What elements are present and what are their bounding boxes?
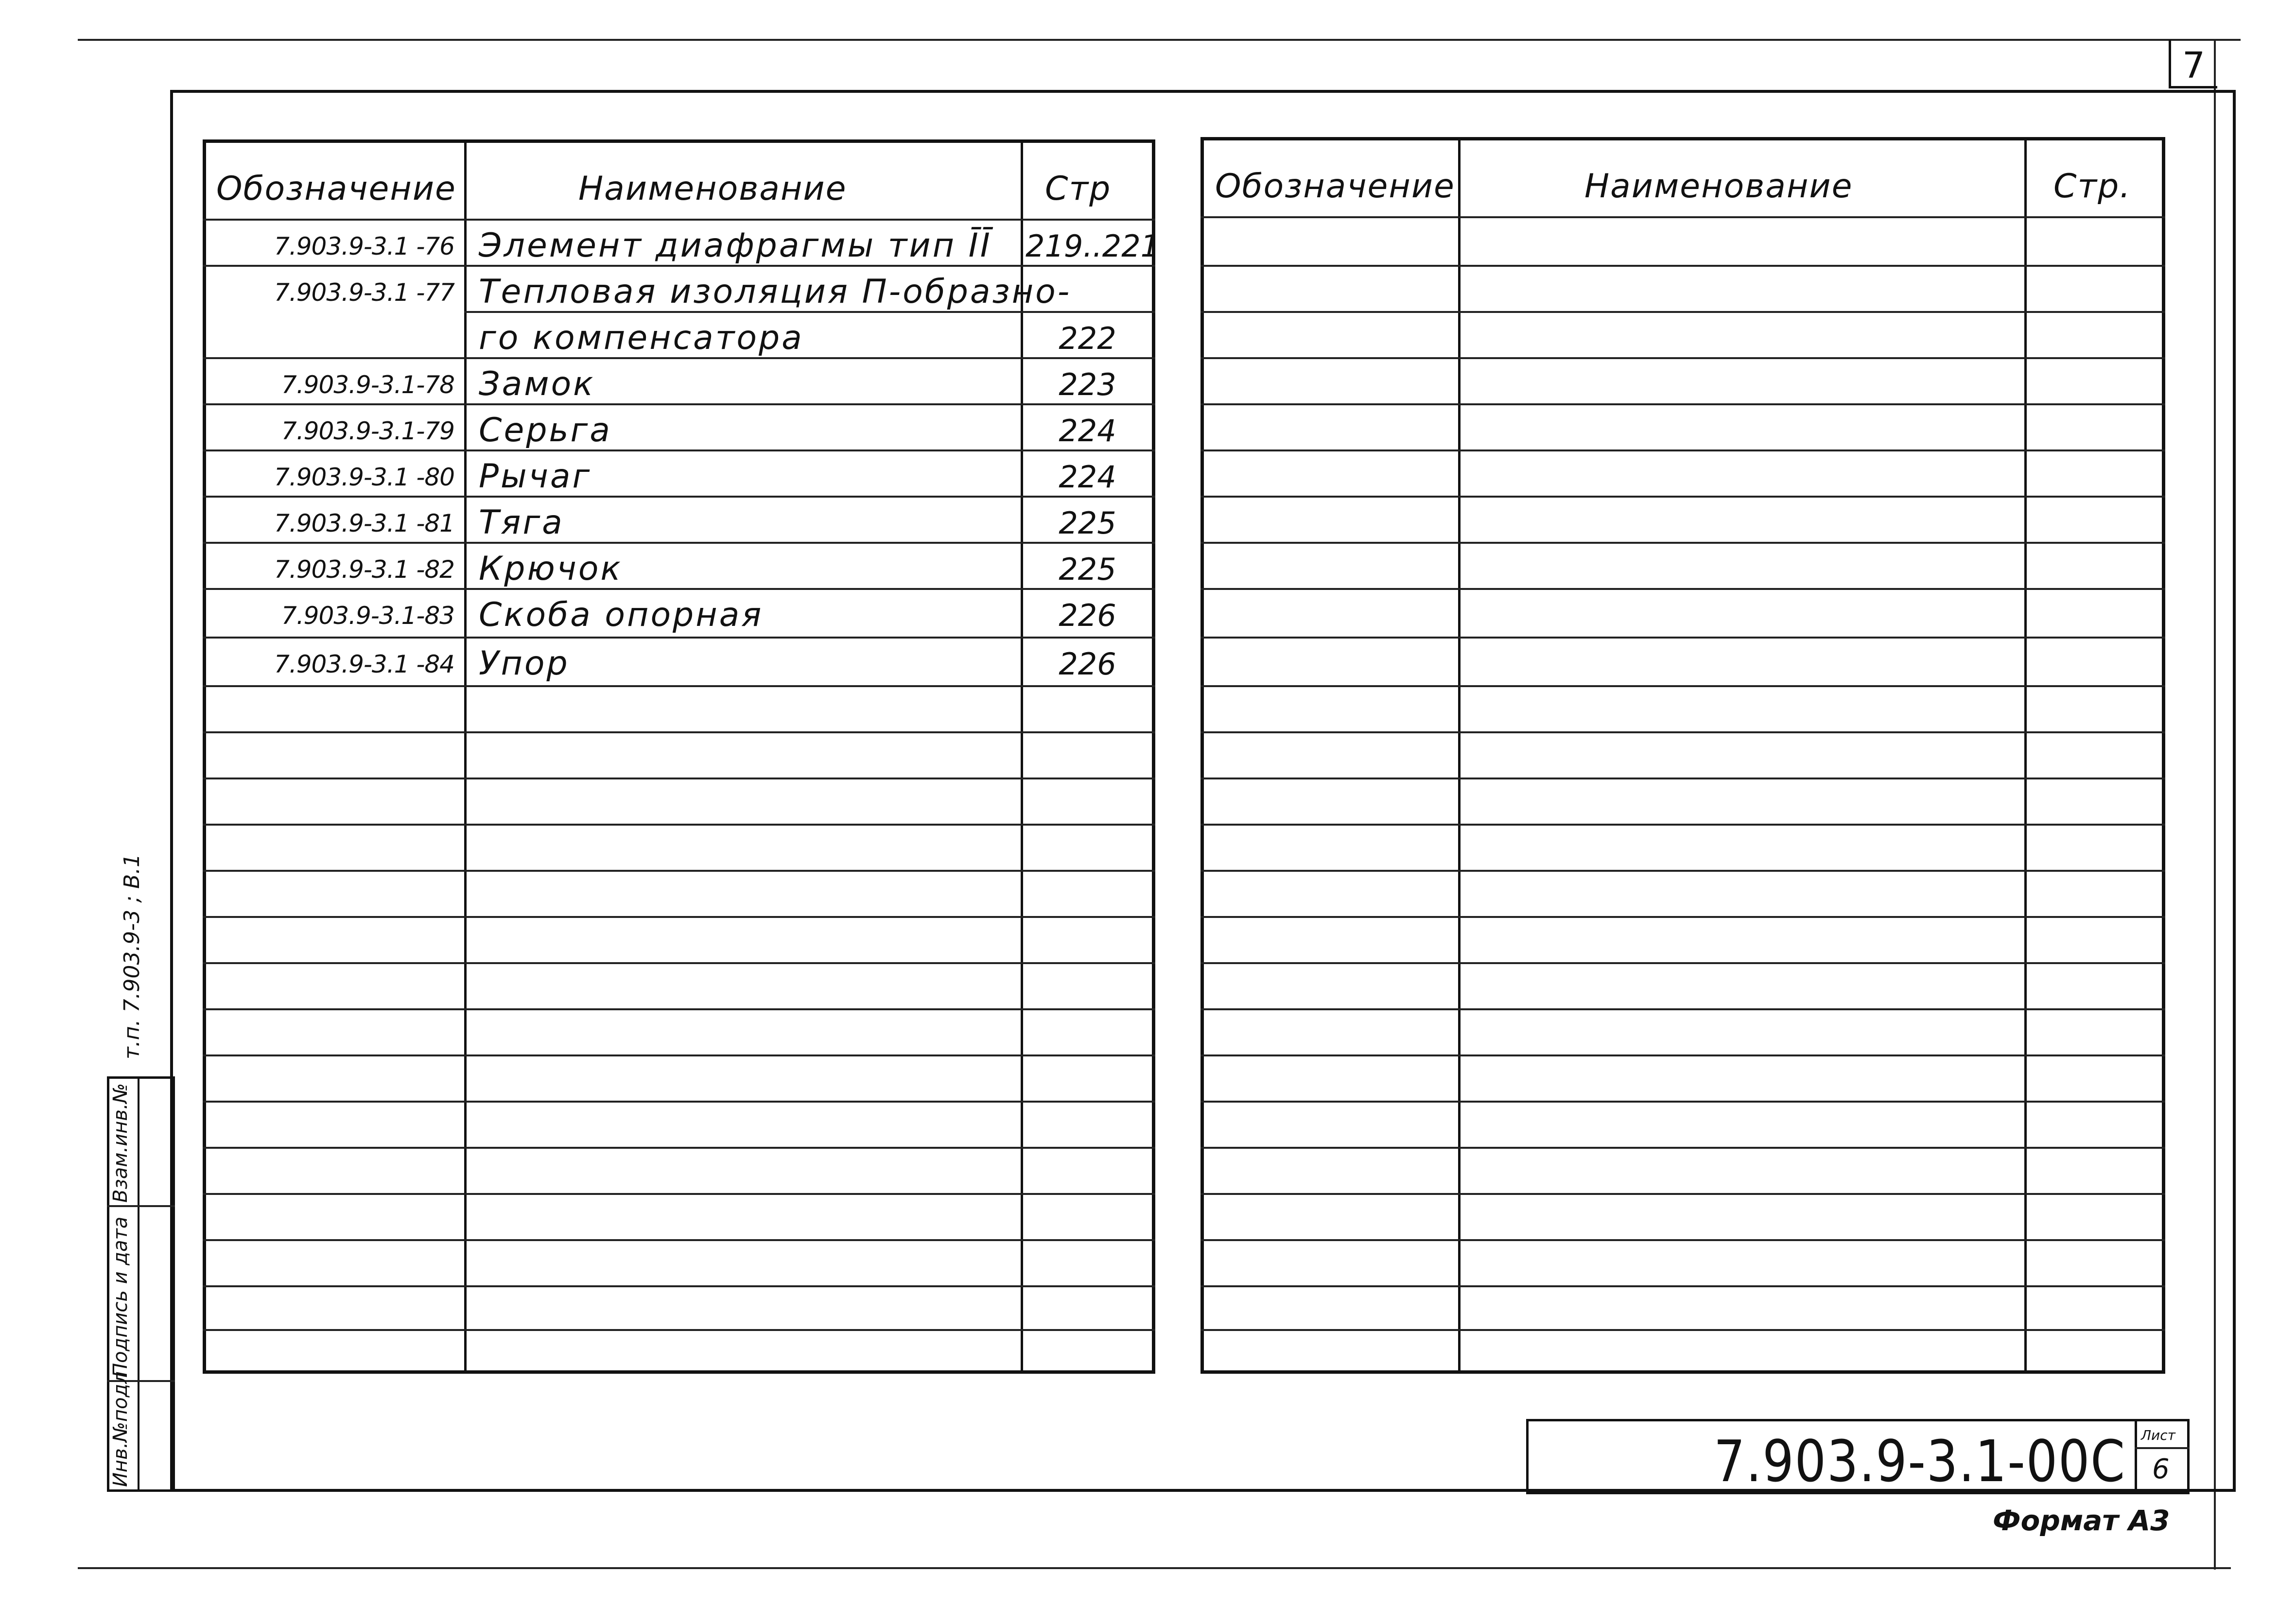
row-page: 224	[1059, 459, 1116, 495]
right-header-designation: Обозначение	[1215, 167, 1455, 206]
left-header-designation: Обозначение	[216, 170, 456, 208]
left-table-divider-1	[464, 139, 467, 1374]
right-row-line	[1200, 778, 2165, 779]
right-row-line	[1200, 403, 2165, 405]
right-header-page: Стр.	[2053, 167, 2131, 206]
right-table-divider-1	[1458, 137, 1461, 1374]
row-page: 219..221	[1026, 228, 1160, 264]
left-row-line	[203, 542, 1155, 544]
right-row-line	[1200, 824, 2165, 826]
sheet-label: Лист	[2141, 1427, 2175, 1443]
left-row-line	[203, 403, 1155, 405]
right-row-line	[1200, 311, 2165, 313]
left-row-line	[203, 778, 1155, 779]
row-page: 225	[1059, 552, 1116, 587]
sidebar-vertical-ref: т.п. 7.903.9-3 ; В.1	[120, 853, 144, 1059]
left-header-name: Наименование	[578, 170, 847, 208]
right-row-line	[1200, 1239, 2165, 1241]
left-row-line	[203, 685, 1155, 687]
left-row-line	[203, 1147, 1155, 1149]
left-row-line	[203, 1329, 1155, 1331]
right-row-line	[1200, 1285, 2165, 1287]
left-row-line	[203, 637, 1155, 639]
page-number: 7	[2182, 45, 2206, 86]
row-page: 224	[1059, 413, 1116, 449]
row-code: 7.903.9-3.1 -82	[274, 555, 454, 584]
sheet-number: 6	[2152, 1453, 2170, 1485]
left-row-line	[203, 870, 1155, 872]
row-code: 7.903.9-3.1 -80	[274, 463, 454, 491]
right-table-divider-2	[2024, 137, 2027, 1374]
row-name: Упор	[479, 644, 570, 683]
left-row-line-partial	[464, 311, 1155, 313]
row-name: Тепловая изоляция П-образно-	[479, 273, 1072, 311]
sidebar-row-line-1	[107, 1205, 175, 1207]
row-page: 226	[1059, 646, 1116, 682]
left-row-line	[203, 1193, 1155, 1195]
row-code: 7.903.9-3.1-83	[281, 602, 454, 630]
row-name: Тяга	[479, 503, 564, 542]
row-code: 7.903.9-3.1-79	[281, 417, 454, 445]
row-name: Крючок	[479, 550, 623, 588]
right-row-line	[1200, 1101, 2165, 1103]
right-row-line	[1200, 962, 2165, 964]
left-table-divider-2	[1021, 139, 1023, 1374]
sidebar-cell-replace: Взам.инв.№	[109, 1083, 132, 1203]
right-row-line	[1200, 1193, 2165, 1195]
right-row-line	[1200, 1008, 2165, 1010]
right-row-line	[1200, 216, 2165, 218]
sheet-box-divider	[2135, 1447, 2190, 1449]
left-header-page: Стр	[1045, 170, 1112, 208]
right-row-line	[1200, 870, 2165, 872]
row-name: Серьга	[479, 411, 612, 449]
row-code: 7.903.9-3.1 -77	[274, 278, 454, 307]
document-code: 7.903.9-3.1-00С	[1714, 1428, 2126, 1495]
right-row-line	[1200, 1147, 2165, 1149]
right-row-line	[1200, 542, 2165, 544]
row-name: Рычаг	[479, 457, 592, 496]
left-row-line	[203, 496, 1155, 498]
left-row-line	[203, 588, 1155, 590]
right-header-name: Наименование	[1584, 167, 1853, 206]
row-page: 225	[1059, 505, 1116, 541]
row-page: 222	[1059, 321, 1116, 356]
row-name: Замок	[479, 365, 595, 403]
right-table	[1200, 137, 2165, 1374]
left-row-line	[203, 1054, 1155, 1056]
right-row-line	[1200, 265, 2165, 267]
row-name: Элемент диафрагмы тип ĪĪ	[479, 226, 992, 265]
right-row-line	[1200, 637, 2165, 639]
right-row-line	[1200, 496, 2165, 498]
format-label: Формат А3	[1993, 1504, 2170, 1537]
right-row-line	[1200, 1054, 2165, 1056]
left-row-line	[203, 449, 1155, 451]
row-name: го компенсатора	[479, 319, 804, 357]
right-row-line	[1200, 1329, 2165, 1331]
right-row-line	[1200, 449, 2165, 451]
left-row-line	[203, 357, 1155, 359]
left-row-line	[203, 265, 1155, 267]
row-code: 7.903.9-3.1-78	[281, 371, 454, 399]
left-row-line	[203, 731, 1155, 733]
left-row-line	[203, 1008, 1155, 1010]
top-trim-line	[78, 39, 2241, 41]
row-page: 223	[1059, 367, 1116, 402]
right-row-line	[1200, 357, 2165, 359]
left-row-line	[203, 1101, 1155, 1103]
right-row-line	[1200, 731, 2165, 733]
left-row-line	[203, 824, 1155, 826]
sidebar-divider	[138, 1076, 139, 1492]
left-row-line	[203, 962, 1155, 964]
left-row-line	[203, 916, 1155, 918]
row-code: 7.903.9-3.1 -84	[274, 650, 454, 678]
row-code: 7.903.9-3.1 -76	[274, 232, 454, 260]
right-row-line	[1200, 588, 2165, 590]
row-page: 226	[1059, 598, 1116, 633]
row-code: 7.903.9-3.1 -81	[274, 509, 454, 537]
row-name: Скоба опорная	[479, 596, 764, 634]
left-row-line	[203, 1239, 1155, 1241]
right-row-line	[1200, 685, 2165, 687]
left-row-line	[203, 1285, 1155, 1287]
bottom-trim-line	[78, 1567, 2231, 1569]
sidebar-cell-inv: Инв.№подл	[109, 1371, 132, 1487]
sidebar-cell-signature: Подпись и дата	[109, 1216, 132, 1378]
left-row-line	[203, 219, 1155, 221]
right-row-line	[1200, 916, 2165, 918]
